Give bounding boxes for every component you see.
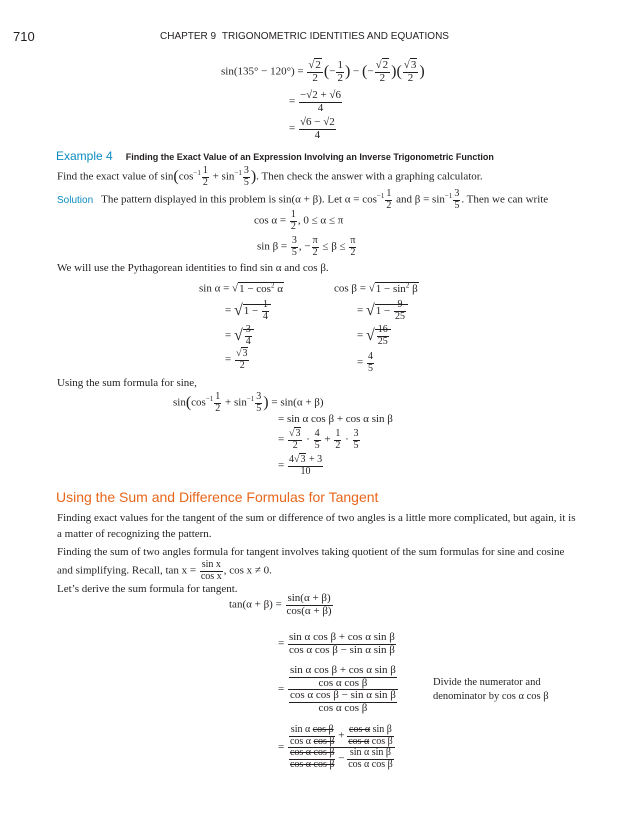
sum-line2: = sin α cos β + cos α sin β <box>278 413 393 425</box>
cos-alpha-line: cos α = $\frac{1}{2}$ , 0 ≤ α ≤ π <box>254 209 344 232</box>
chapter-title: TRIGONOMETRIC IDENTITIES AND EQUATIONS <box>221 31 449 42</box>
sum-line1: $\sin(\cos^{-1}$ $\frac{1}{2}$ + $\sin^{-1}$ $\frac{3}{5}$ ) = sin(α + β) <box>173 391 324 414</box>
sum-line4: = $\frac{4√3 + 3}{10}$ <box>278 454 323 477</box>
top-eq-lhs: sin(135° − 120°) = <box>221 65 304 78</box>
cos-beta-line1: $\cos \beta = √1 - \sin^2 \beta$ <box>334 281 418 295</box>
side-note-line2: denominator by cos α cos β <box>433 691 549 702</box>
tan-line1: tan(α + β) = $\frac{\sin(\alpha + \beta)}{\cos(\alpha + \beta)}$ <box>229 592 332 617</box>
cos-beta-line3: = √ $\frac{16}{25}$ <box>357 325 391 347</box>
step2-denominator: 4 <box>317 101 324 114</box>
para2-start: Finding the sum of two angles formula for tangent involves taking quotient of the sum formulas for sine and cosine and simplifying. Recall, tan x = <box>57 546 565 577</box>
section-para2: Finding the sum of two angles formula for tangent involves taking quotient of the sum formulas for sine and cosine and simplifying. Recall, tan x = $\frac{\text{sin x}}{\text{cos x}}$ , cos x ≠ 0. <box>57 546 565 582</box>
section-heading: Using the Sum and Difference Formulas for Tangent <box>56 489 379 505</box>
sin-alpha-line1: $\sin \alpha = √1 - \cos^2 \alpha$ <box>199 281 283 295</box>
top-equation-line1: sin(135° − 120°) = $\frac{√2}{2}$ (− $\frac{1}{2}$ ) − (− $\frac{√2}{2}$ )( $\frac{√3}{2}$ ) <box>221 59 425 84</box>
sin-beta-line: sin β = $\frac{3}{5}$ , − $\frac{\pi}{2}$ ≤ β ≤ $\frac{\pi}{2}$ <box>257 235 356 258</box>
pythagorean-text: We will use the Pythagorean identities to find sin α and cos β. <box>57 262 329 274</box>
side-note <box>433 676 549 704</box>
cos-alpha-label: cos α = <box>254 214 287 227</box>
solution-line: Solution The pattern displayed in this problem is sin(α + β). Let $\alpha = \cos^{-1}$ $\frac{1}{2}$ and $\beta = \sin^{-1}$ $\frac{3}{5}$ . Then we can write <box>57 188 549 211</box>
chapter-label: CHAPTER 9 <box>160 31 217 42</box>
para2-end: , cos x ≠ 0. <box>223 564 272 577</box>
page-number: 710 <box>13 29 35 44</box>
sin-alpha-line3: = √ $\frac{3}{4}$ <box>225 325 254 347</box>
sum-sine-text: Using the sum formula for sine, <box>57 377 197 389</box>
step3-numerator: √6 − √2 <box>299 116 335 128</box>
solution-label: Solution <box>57 194 94 206</box>
cos-beta-line2: = √1 − $\frac{9}{25}$ <box>357 300 408 322</box>
top-equation-line3: = $\frac{√6 - √2}{4}$ <box>289 116 335 141</box>
sum-line3: = $\frac{√3}{2}$ · $\frac{4}{5}$ + $\frac{1}{2}$ · $\frac{3}{5}$ <box>278 428 359 451</box>
cos-alpha-range: , 0 ≤ α ≤ π <box>297 214 344 227</box>
cos-beta-line4: = $\frac{4}{5}$ <box>357 351 373 374</box>
side-note-line1: Divide the numerator and <box>433 677 541 688</box>
sin-beta-range: ≤ β ≤ <box>322 240 346 253</box>
solution-mid: and β = sin <box>396 193 445 206</box>
example-heading <box>56 149 494 163</box>
prompt-start: Find the exact value of sin <box>57 170 174 183</box>
example-title: Finding the Exact Value of an Expression Involving an Inverse Trigonometric Function <box>125 152 494 162</box>
top-equation-line2: = $\frac{-√2 + √6}{4}$ <box>289 89 341 114</box>
step3-denominator: 4 <box>314 128 321 141</box>
section-para1: Finding exact values for the tangent of the sum or difference of two angles is a little more complicated, but again, it is a matter of recognizing the pattern. <box>57 512 576 540</box>
sin-alpha-line2: = √1 − $\frac{1}{4}$ <box>225 300 271 322</box>
example-label: Example 4 <box>56 149 113 163</box>
sin-alpha-line4: = $\frac{√3}{2}$ <box>225 348 248 371</box>
solution-end: . Then we can write <box>461 193 549 206</box>
tan-line2: = $\frac{\text{sin α cos β + cos α sin β}}{\text{cos α cos β − sin α sin β}}$ <box>278 631 395 656</box>
solution-text: The pattern displayed in this problem is sin(α + β). Let α = cos <box>101 193 377 206</box>
chapter-header <box>160 31 449 42</box>
tan-line4: = $\frac{\text{sin α cos β}}{\text{cos α cos β}}$ + $\frac{\text{cos α sin β}}{\text{cos α cos β}}$ $\frac{\text{cos α cos β}}{\text{cos α cos β}}$ − $\frac{\text{sin α sin β}}{\text{cos α cos β}}$ <box>278 724 393 770</box>
step2-numerator: −√2 + √6 <box>299 89 341 101</box>
sin-beta-label: sin β = <box>257 240 288 253</box>
example-prompt: Find the exact value of $\sin(\cos^{-1}$ $\frac{1}{2}$ + $\sin^{-1}$ $\frac{3}{5}$ ). Then check the answer with a graphing calculator. <box>57 165 483 188</box>
prompt-end: . Then check the answer with a graphing calculator. <box>256 170 483 183</box>
tan-line3: = $\frac{\frac{\text{sin α cos β + cos α sin β}}{\text{cos α cos β}}}{\frac{\text{cos α cos β − sin α sin β}}{\text{cos α cos β}}}$ <box>278 664 396 714</box>
derive-text: Let’s derive the sum formula for tangent. <box>57 583 238 595</box>
